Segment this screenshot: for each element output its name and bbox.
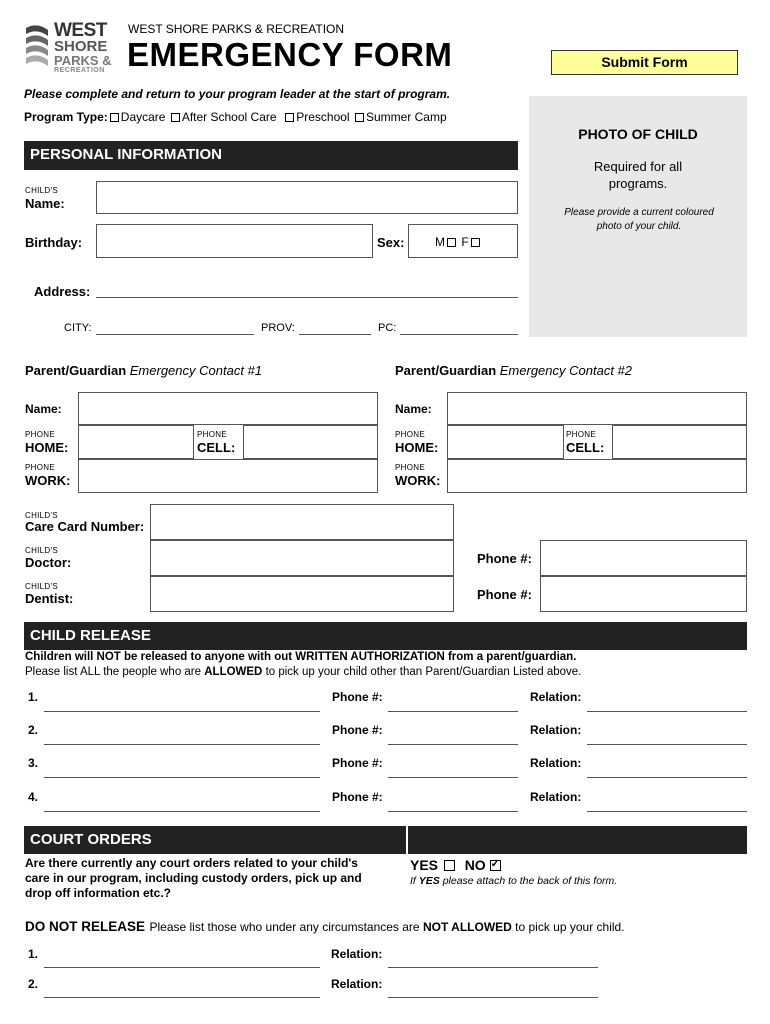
dentist-field[interactable] <box>150 576 454 612</box>
program-type-label: Program Type: <box>24 110 108 124</box>
release-relation-label: Relation: <box>530 723 582 737</box>
dentist-childs: CHILD'S <box>25 582 58 591</box>
contact1-home-phone-small: PHONE <box>25 430 55 439</box>
logo-line1: WEST <box>54 20 107 41</box>
release-phone-line[interactable] <box>388 744 518 745</box>
release-name-line[interactable] <box>44 777 320 778</box>
dnr-name-line[interactable] <box>44 997 320 998</box>
contact2-home-label: HOME: <box>395 440 439 455</box>
photo-title: PHOTO OF CHILD <box>578 126 698 142</box>
program-type <box>24 110 454 124</box>
do-not-release-text-c: to pick up your child. <box>511 920 625 934</box>
contact2-name-field[interactable] <box>447 392 747 425</box>
sex-m-label: M <box>435 235 445 249</box>
court-note-b: YES <box>418 875 440 887</box>
contact2-cell-label: CELL: <box>566 440 605 455</box>
release-phone-line[interactable] <box>388 777 518 778</box>
after-school-checkbox[interactable] <box>171 113 180 122</box>
contact1-heading <box>25 363 262 378</box>
release-phone-line[interactable] <box>388 811 518 812</box>
prov-label: PROV: <box>261 322 295 334</box>
dnr-name-line[interactable] <box>44 967 320 968</box>
doctor-childs: CHILD'S <box>25 546 58 555</box>
child-name-field[interactable] <box>96 181 518 214</box>
contact1-home-field[interactable] <box>78 425 194 459</box>
release-phone-label: Phone #: <box>332 790 383 804</box>
release-row-number: 3. <box>28 756 39 770</box>
summer-camp-label: Summer Camp <box>365 110 447 124</box>
summer-camp-checkbox[interactable] <box>355 113 364 122</box>
birthday-label: Birthday: <box>25 235 83 250</box>
care-card-childs: CHILD'S <box>25 511 58 520</box>
court-orders-header-ext <box>408 826 747 854</box>
logo <box>22 22 122 76</box>
release-line2 <box>25 666 581 678</box>
do-not-release-text-b: NOT ALLOWED <box>422 920 512 934</box>
logo-line3: PARKS & <box>54 53 112 68</box>
contact2-cell-field[interactable] <box>612 425 747 459</box>
do-not-release-line <box>25 918 625 936</box>
contact1-cell-label: CELL: <box>197 440 236 455</box>
contact2-prefix: Parent/Guardian <box>395 363 497 378</box>
photo-panel[interactable] <box>529 96 747 337</box>
logo-line4: RECREATION <box>54 67 105 74</box>
release-line2-c: to pick up your child other than Parent/Guardian Listed above. <box>262 666 582 678</box>
contact2-name-label: Name: <box>395 402 432 416</box>
address-label: Address: <box>34 284 91 299</box>
dentist-phone-label: Phone #: <box>477 587 532 602</box>
sex-field[interactable] <box>408 224 518 258</box>
contact1-work-phone-small: PHONE <box>25 463 55 472</box>
contact2-suffix: Emergency Contact #2 <box>499 363 632 378</box>
release-relation-line[interactable] <box>587 744 747 745</box>
release-name-line[interactable] <box>44 811 320 812</box>
contact2-work-field[interactable] <box>447 459 747 493</box>
dentist-phone-field[interactable] <box>540 576 747 612</box>
child-release-header: CHILD RELEASE <box>24 622 747 650</box>
court-note-a: If <box>410 875 419 887</box>
sex-label: Sex: <box>377 235 405 250</box>
court-question: Are there currently any court orders related to your child's care in our program, including custody orders, pick up and drop off information etc.? <box>25 856 362 900</box>
contact1-cell-field[interactable] <box>243 425 378 459</box>
contact1-name-label: Name: <box>25 402 62 416</box>
daycare-checkbox[interactable] <box>110 113 119 122</box>
photo-note: Please provide a current coloured photo of your child. <box>564 207 714 232</box>
release-relation-label: Relation: <box>530 790 582 804</box>
childs-label: CHILD'S <box>25 186 58 195</box>
contact2-home-phone-small: PHONE <box>395 430 425 439</box>
address-line[interactable] <box>96 297 518 298</box>
org-name: WEST SHORE PARKS & RECREATION <box>128 22 345 36</box>
dnr-relation-line[interactable] <box>388 967 598 968</box>
contact1-work-label: WORK: <box>25 473 71 488</box>
court-yes-checkbox[interactable] <box>444 860 455 871</box>
court-yes-label: YES <box>410 857 439 873</box>
release-relation-line[interactable] <box>587 777 747 778</box>
doctor-field[interactable] <box>150 540 454 576</box>
dnr-row-number: 1. <box>28 947 39 961</box>
submit-form-button[interactable]: Submit Form <box>551 50 738 75</box>
dnr-row-number: 2. <box>28 977 39 991</box>
logo-mark-icon <box>24 24 50 68</box>
release-relation-label: Relation: <box>530 690 582 704</box>
dnr-relation-label: Relation: <box>331 947 383 961</box>
birthday-field[interactable] <box>96 224 373 258</box>
care-card-label: Care Card Number: <box>25 519 145 534</box>
court-no-label: NO <box>464 857 486 873</box>
release-phone-label: Phone #: <box>332 756 383 770</box>
release-name-line[interactable] <box>44 744 320 745</box>
sex-f-checkbox[interactable] <box>471 238 480 247</box>
court-note-c: please attach to the back of this form. <box>439 875 618 887</box>
contact2-home-field[interactable] <box>447 425 564 459</box>
release-line2-b: ALLOWED <box>204 666 263 678</box>
contact2-work-phone-small: PHONE <box>395 463 425 472</box>
release-name-line[interactable] <box>44 711 320 712</box>
dnr-relation-line[interactable] <box>388 997 598 998</box>
doctor-phone-label: Phone #: <box>477 551 532 566</box>
photo-required: Required for all programs. <box>593 159 683 191</box>
contact1-prefix: Parent/Guardian <box>25 363 127 378</box>
release-phone-line[interactable] <box>388 711 518 712</box>
prov-line[interactable] <box>299 334 371 335</box>
after-school-label: After School Care <box>181 110 277 124</box>
contact1-suffix: Emergency Contact #1 <box>129 363 262 378</box>
contact2-heading <box>395 363 632 378</box>
release-relation-label: Relation: <box>530 756 582 770</box>
preschool-checkbox[interactable] <box>285 113 294 122</box>
contact1-work-field[interactable] <box>78 459 378 493</box>
logo-line2: SHORE <box>54 38 108 55</box>
care-card-field[interactable] <box>150 504 454 540</box>
release-phone-label: Phone #: <box>332 690 383 704</box>
preschool-label: Preschool <box>296 110 350 124</box>
contact2-cell-phone-small: PHONE <box>566 430 596 439</box>
contact1-name-field[interactable] <box>78 392 378 425</box>
instructions: Please complete and return to your program leader at the start of program. <box>24 87 451 101</box>
pc-label: PC: <box>378 322 397 334</box>
pc-line[interactable] <box>400 334 518 335</box>
release-line2-a: Please list ALL the people who are <box>25 666 205 678</box>
contact2-work-label: WORK: <box>395 473 441 488</box>
city-label: CITY: <box>64 322 92 334</box>
page-title: EMERGENCY FORM <box>127 36 453 73</box>
do-not-release-title: DO NOT RELEASE <box>25 919 146 934</box>
release-relation-line[interactable] <box>587 711 747 712</box>
personal-info-header: PERSONAL INFORMATION <box>24 141 518 170</box>
daycare-label: Daycare <box>120 110 166 124</box>
release-phone-label: Phone #: <box>332 723 383 737</box>
court-note <box>410 875 617 887</box>
doctor-phone-field[interactable] <box>540 540 747 576</box>
court-orders-header: COURT ORDERS <box>24 826 406 854</box>
doctor-label: Doctor: <box>25 555 72 570</box>
court-no-checkbox[interactable] <box>490 860 501 871</box>
dnr-relation-label: Relation: <box>331 977 383 991</box>
court-yes-no <box>410 857 501 873</box>
contact1-cell-phone-small: PHONE <box>197 430 227 439</box>
release-row-number: 4. <box>28 790 39 804</box>
release-row-number: 2. <box>28 723 39 737</box>
sex-f-label: F <box>461 235 469 249</box>
city-line[interactable] <box>96 334 254 335</box>
sex-m-checkbox[interactable] <box>447 238 456 247</box>
release-relation-line[interactable] <box>587 811 747 812</box>
do-not-release-text-a: Please list those who under any circumstances are <box>149 920 423 934</box>
dentist-label: Dentist: <box>25 591 74 606</box>
release-line1: Children will NOT be released to anyone with out WRITTEN AUTHORIZATION from a parent/guardian. <box>25 651 577 663</box>
release-row-number: 1. <box>28 690 39 704</box>
contact1-home-label: HOME: <box>25 440 69 455</box>
name-label: Name: <box>25 196 65 211</box>
